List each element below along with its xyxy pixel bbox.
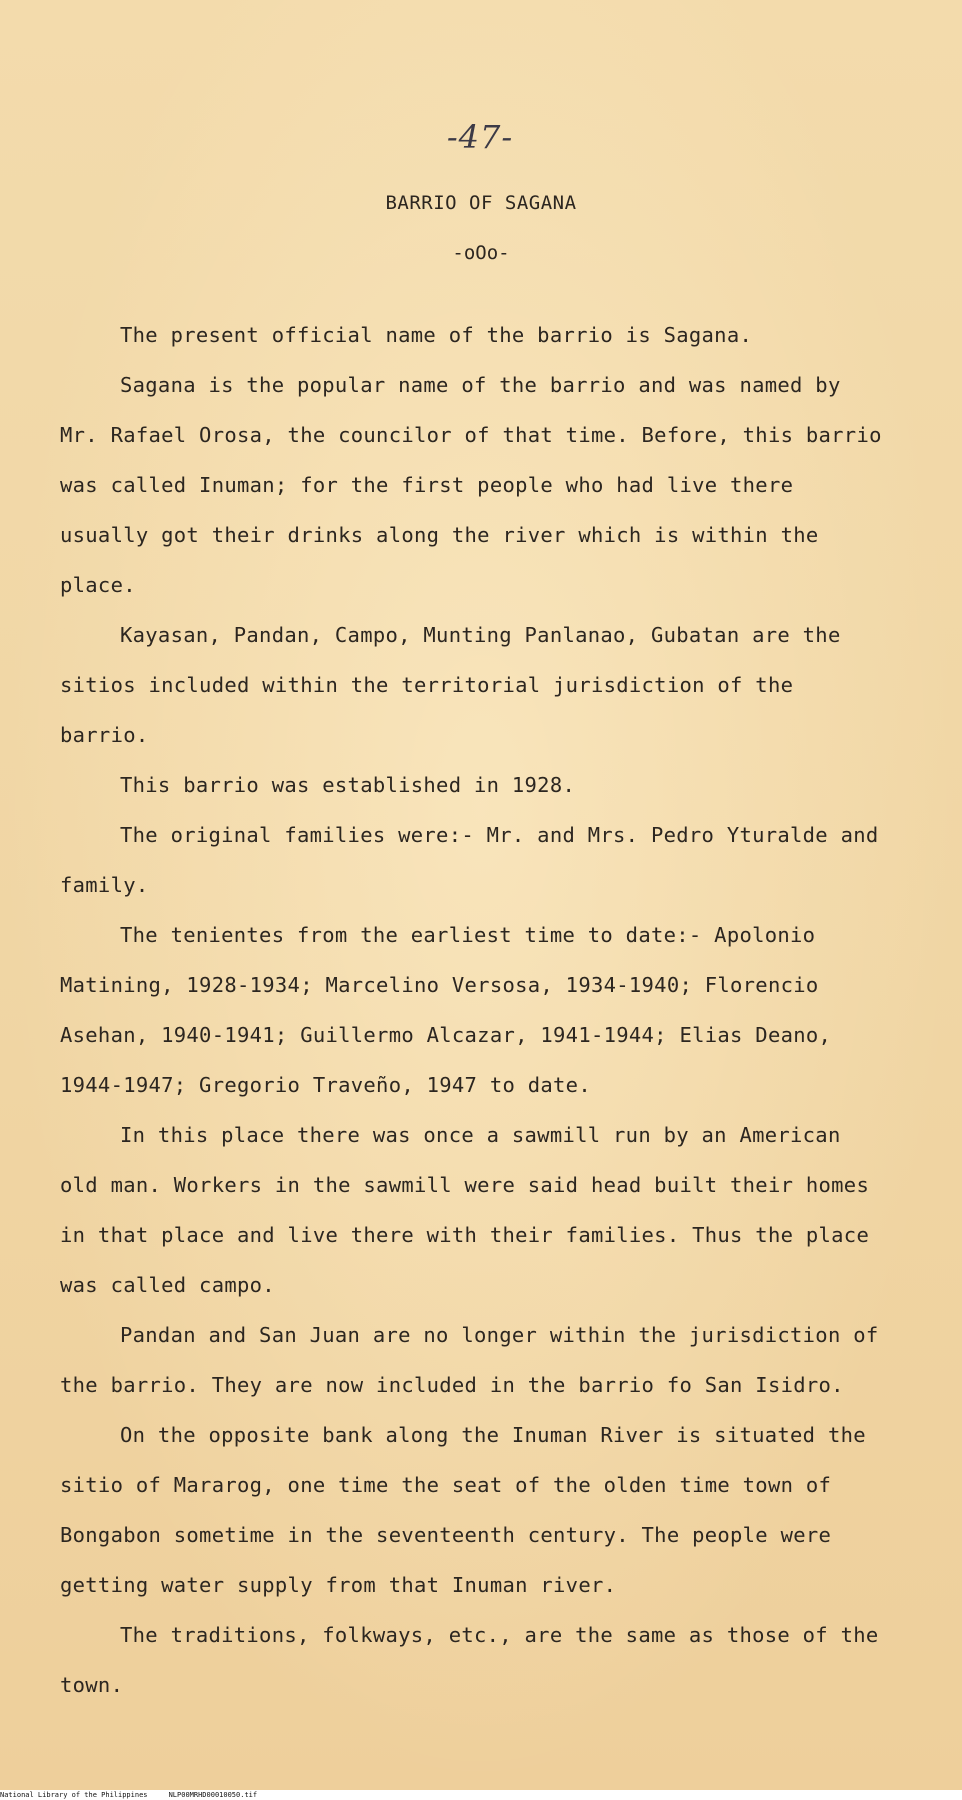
paragraph-traditions: The traditions, folkways, etc., are the same as those of the town. [60,1623,879,1697]
paragraph-jurisdiction: Pandan and San Juan are no longer within the jurisdiction of the barrio. They are now included in the barrio fo San Isidro. [60,1323,879,1397]
paragraph-established: This barrio was established in 1928. [120,773,576,797]
page-number: -47- [446,118,514,156]
paragraph-original-families: The original families were:- Mr. and Mrs. Pedro Yturalde and family. [60,823,879,897]
paragraph-mararog: On the opposite bank along the Inuman River is situated the sitio of Mararog, one time the seat of the olden time town of Bongabon sometime in the seventeenth century. The people were getting water supply from that Inuman river. [60,1423,866,1597]
paragraph-sawmill: In this place there was once a sawmill run by an American old man. Workers in the sawmill were said head built their homes in that place and live there with their families. Thus the place was called campo. [60,1123,870,1297]
scan-footer [0,1790,962,1800]
paragraph-sitios: Kayasan, Pandan, Campo, Munting Panlanao, Gubatan are the sitios included within the territorial jurisdiction of the barrio. [60,623,841,747]
paragraph-popular-name: Sagana is the popular name of the barrio and was named by Mr. Rafael Orosa, the councilor of that time. Before, this barrio was called Inuman; for the first people who had live there usually got their drinks along the river which is within the place. [60,373,882,597]
footer-filename: NLP00MRHD00010050.tif [168,1791,258,1799]
page-title: BARRIO OF SAGANA [385,192,577,214]
paragraph-tenientes: The tenientes from the earliest time to date:- Apolonio Matining, 1928-1934; Marcelino Versosa, 1934-1940; Florencio Asehan, 1940-1941; Guillermo Alcazar, 1941-1944; Elias Deano, 1944-1947; Gregorio Traveño, 1947 to date. [60,923,832,1097]
paragraph-official-name: The present official name of the barrio is Sagana. [120,323,753,347]
title-separator: -oOo- [452,242,510,264]
body-text [60,310,890,1710]
footer-library: National Library of the Philippines [0,1791,148,1799]
